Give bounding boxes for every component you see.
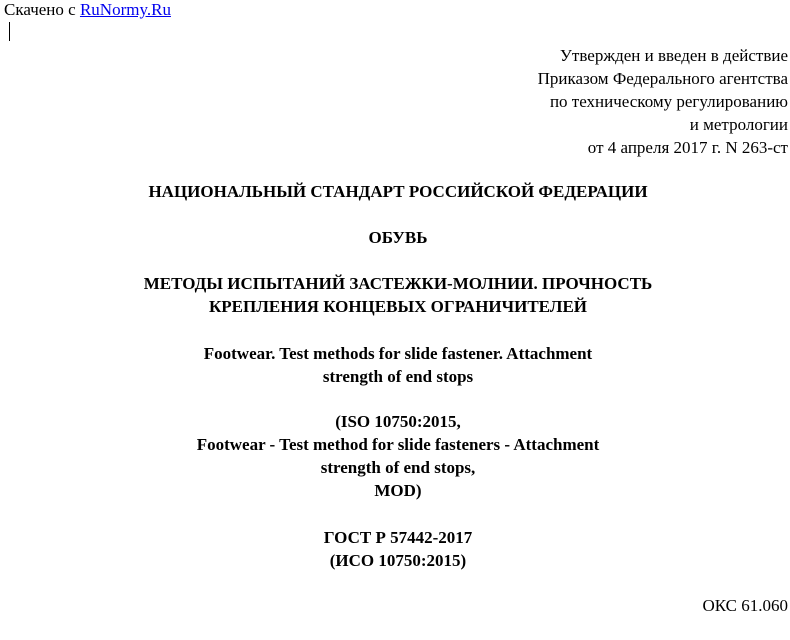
title-ru-line: МЕТОДЫ ИСПЫТАНИЙ ЗАСТЕЖКИ-МОЛНИИ. ПРОЧНОСТЬ: [143, 274, 653, 293]
source-line: [4, 0, 171, 20]
approval-line: по техническому регулированию: [549, 92, 788, 111]
title-en: [0, 342, 790, 388]
designation-line: (ИСО 10750:2015): [329, 551, 467, 570]
gost-designation: [0, 526, 790, 572]
iso-reference: [0, 410, 790, 502]
approval-line: Утвержден и введен в действие: [559, 46, 788, 65]
iso-reference-line: MOD): [374, 481, 422, 500]
approval-line: и метрологии: [689, 115, 788, 134]
title-ru-line: КРЕПЛЕНИЯ КОНЦЕВЫХ ОГРАНИЧИТЕЛЕЙ: [208, 297, 588, 316]
runormy-link[interactable]: RuNormy.Ru: [79, 0, 171, 19]
iso-reference-line: Footwear - Test method for slide fasteners - Attachment: [196, 435, 600, 454]
iso-reference-line: (ISO 10750:2015,: [335, 412, 461, 431]
category-heading: ОБУВЬ: [368, 228, 428, 247]
title-en-line: Footwear. Test methods for slide fastener. Attachment: [203, 344, 593, 363]
standard-type-heading: НАЦИОНАЛЬНЫЙ СТАНДАРТ РОССИЙСКОЙ ФЕДЕРАЦИИ: [148, 182, 648, 201]
iso-reference-line: strength of end stops,: [320, 458, 476, 477]
text-caret: [9, 22, 10, 41]
source-prefix: Скачено с: [4, 0, 76, 19]
title-en-line: strength of end stops: [322, 367, 474, 386]
designation-line: ГОСТ Р 57442-2017: [323, 528, 473, 547]
title-ru: [0, 272, 790, 318]
approval-block: [538, 44, 788, 159]
approval-line: Приказом Федерального агентства: [537, 69, 788, 88]
approval-line: от 4 апреля 2017 г. N 263-ст: [587, 138, 788, 157]
oks-code: ОКС 61.060: [702, 596, 788, 615]
